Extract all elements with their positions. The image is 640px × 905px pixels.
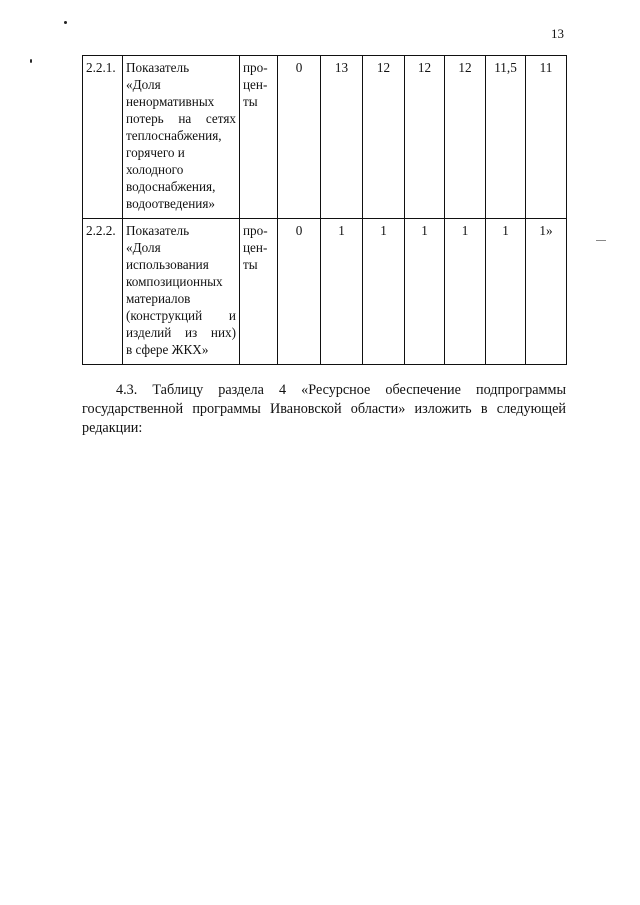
- indicator-name-line: горячего и: [126, 145, 185, 160]
- indicator-name-line: материалов: [126, 291, 191, 306]
- indicator-value: 1»: [526, 219, 567, 365]
- indicator-unit-line: цен-: [243, 240, 268, 255]
- indicator-name-line: водоснабжения,: [126, 179, 216, 194]
- paragraph-line: редакции:: [82, 420, 143, 436]
- indicator-value: 1: [321, 219, 363, 365]
- indicator-unit-line: про-: [243, 223, 268, 238]
- indicator-value: 0: [278, 56, 321, 219]
- indicator-unit: [240, 56, 278, 219]
- indicators-table: [82, 55, 567, 365]
- scan-speck: [596, 240, 606, 241]
- indicator-name: [123, 219, 240, 365]
- indicator-name-line: в сфере ЖКХ»: [126, 342, 209, 357]
- indicator-name-line: «Доля: [126, 77, 161, 92]
- indicator-number: 2.2.1.: [83, 56, 123, 219]
- indicator-value: 12: [363, 56, 405, 219]
- scan-speck: [64, 21, 67, 24]
- indicator-name-line: ненормативных: [126, 94, 215, 109]
- indicator-name-line: изделий из них): [126, 325, 236, 340]
- indicator-value: 1: [445, 219, 486, 365]
- indicator-value: 1: [486, 219, 526, 365]
- indicator-unit-line: ты: [243, 94, 258, 109]
- indicator-value: 11: [526, 56, 567, 219]
- indicator-name-line: «Доля: [126, 240, 161, 255]
- indicator-value: 0: [278, 219, 321, 365]
- indicator-name-line: композиционных: [126, 274, 223, 289]
- indicator-number: 2.2.2.: [83, 219, 123, 365]
- indicator-name-line: потерь на сетях: [126, 111, 236, 126]
- indicator-name-line: Показатель: [126, 223, 190, 238]
- indicator-value: 1: [405, 219, 445, 365]
- body-paragraph: [82, 381, 566, 438]
- indicator-unit: [240, 219, 278, 365]
- scan-speck: [30, 59, 32, 63]
- page-number: 13: [551, 26, 564, 41]
- indicator-name-line: использования: [126, 257, 209, 272]
- indicator-unit-line: ты: [243, 257, 258, 272]
- indicator-name-line: Показатель: [126, 60, 190, 75]
- indicator-name-line: холодного: [126, 162, 184, 177]
- indicator-value: 12: [445, 56, 486, 219]
- indicator-name: [123, 56, 240, 219]
- paragraph-line: 4.3. Таблицу раздела 4 «Ресурсное обеспечение подпрограммы: [116, 382, 566, 398]
- indicator-value: 13: [321, 56, 363, 219]
- indicator-value: 11,5: [486, 56, 526, 219]
- indicator-name-line: водоотведения»: [126, 196, 216, 211]
- indicator-value: 1: [363, 219, 405, 365]
- table-row: [83, 219, 567, 365]
- indicator-unit-line: цен-: [243, 77, 268, 92]
- paragraph-line: государственной программы Ивановской области» изложить в следующей: [82, 401, 566, 417]
- indicator-unit-line: про-: [243, 60, 268, 75]
- indicator-name-line: теплоснабжения,: [126, 128, 222, 143]
- indicator-name-line: (конструкций и: [126, 308, 236, 323]
- table-row: [83, 56, 567, 219]
- indicator-value: 12: [405, 56, 445, 219]
